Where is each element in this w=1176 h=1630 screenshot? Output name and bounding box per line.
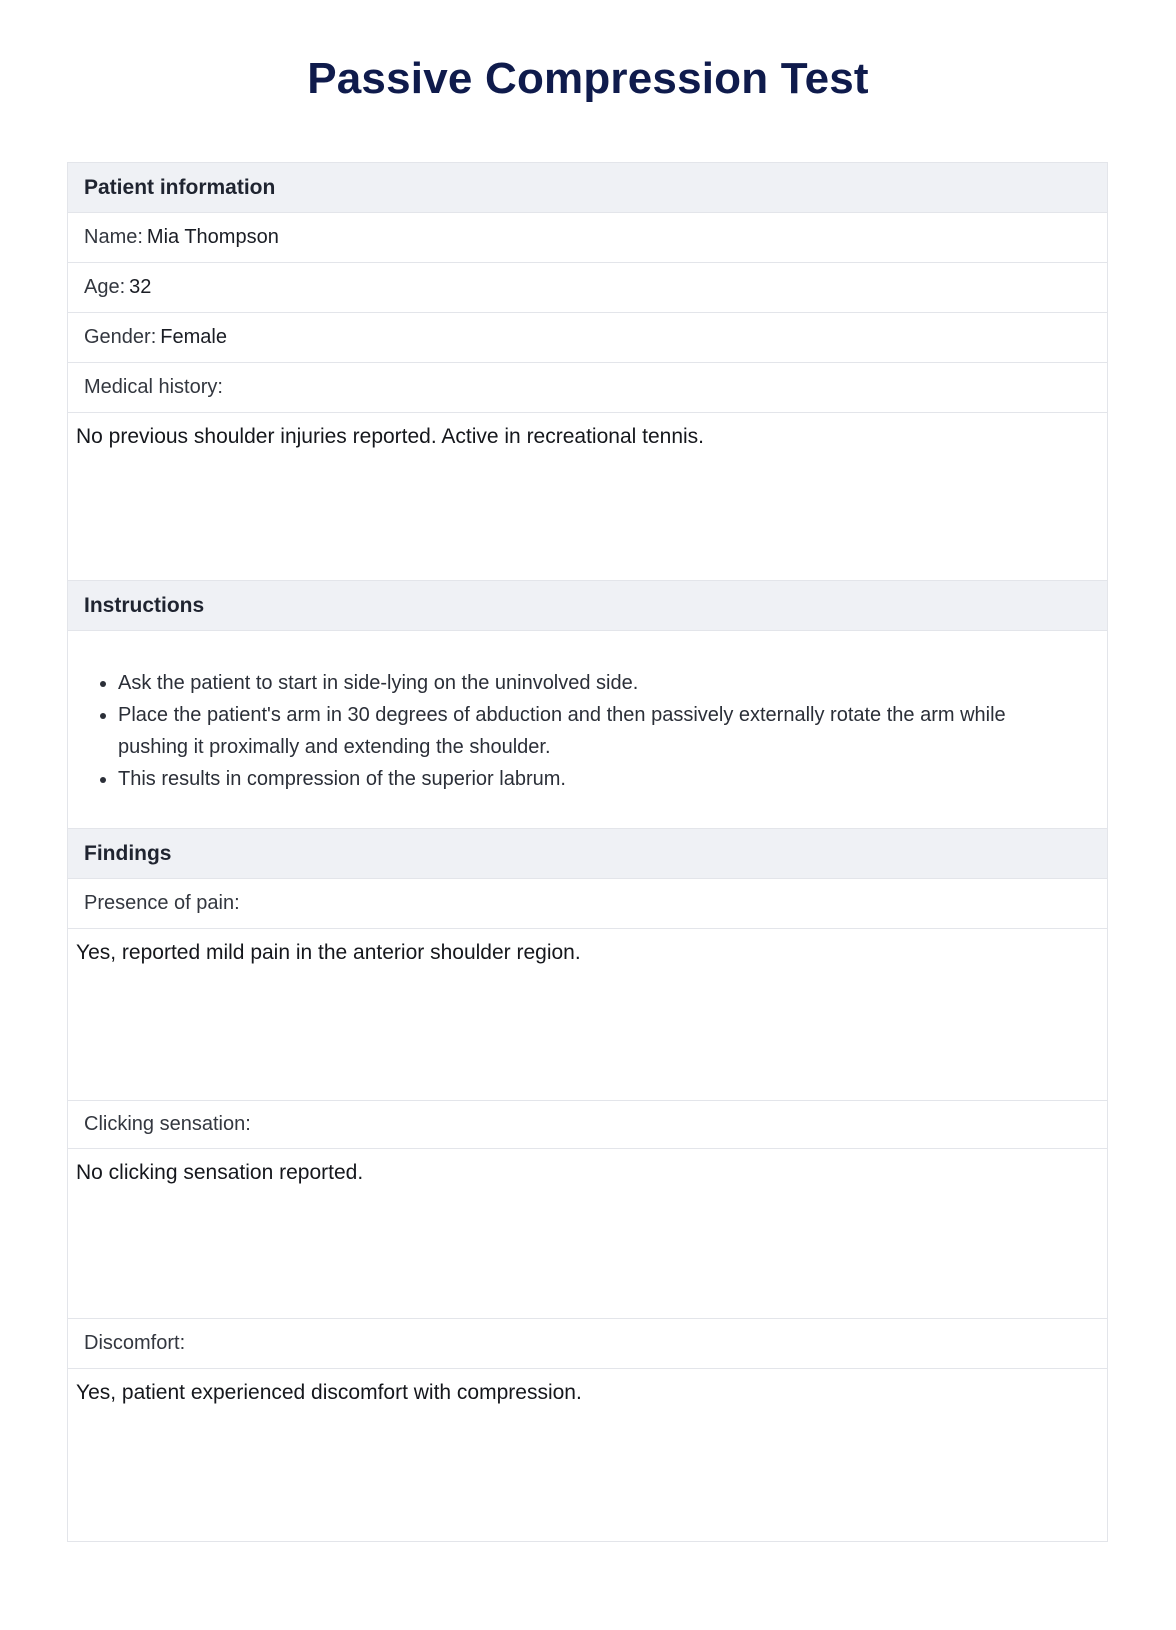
page-title: Passive Compression Test bbox=[307, 54, 869, 103]
instructions-list bbox=[68, 667, 1107, 795]
gender-row bbox=[68, 313, 1107, 363]
discomfort-field[interactable]: Yes, patient experienced discomfort with compression. bbox=[76, 1381, 582, 1404]
age-row bbox=[68, 263, 1107, 313]
assessment-form bbox=[67, 162, 1108, 1542]
medical-history-label: Medical history: bbox=[84, 376, 223, 398]
instruction-item: • This results in compression of the superior labrum. bbox=[118, 763, 1107, 795]
section-header-findings: Findings bbox=[68, 829, 1107, 879]
age-value[interactable]: 32 bbox=[129, 276, 152, 298]
gender-label: Gender: bbox=[84, 326, 157, 348]
section-header-instructions: Instructions bbox=[68, 581, 1107, 631]
medical-history-row bbox=[68, 363, 1107, 413]
discomfort-row bbox=[68, 1319, 1107, 1369]
instructions-list-container bbox=[68, 631, 1107, 829]
gender-value[interactable]: Female bbox=[160, 326, 227, 348]
clicking-row bbox=[68, 1101, 1107, 1149]
pain-row bbox=[68, 879, 1107, 929]
section-header-patient-information: Patient information bbox=[68, 163, 1107, 213]
medical-history-field[interactable]: No previous shoulder injuries reported. Active in recreational tennis. bbox=[68, 413, 1107, 581]
name-value[interactable]: Mia Thompson bbox=[146, 226, 279, 248]
instruction-item: • Place the patient's arm in 30 degrees of abduction and then passively externally rotate the arm while pushing it proximally and extending the shoulder. bbox=[118, 699, 1107, 763]
instruction-item: • Ask the patient to start in side-lying on the uninvolved side. bbox=[118, 667, 1107, 699]
age-label: Age: bbox=[84, 276, 126, 298]
name-row bbox=[68, 213, 1107, 263]
name-label: Name: bbox=[84, 226, 143, 248]
pain-field[interactable]: Yes, reported mild pain in the anterior shoulder region. bbox=[68, 929, 1107, 1101]
clicking-field[interactable]: No clicking sensation reported. bbox=[68, 1149, 1107, 1319]
discomfort-label: Discomfort: bbox=[84, 1332, 186, 1354]
clicking-label: Clicking sensation: bbox=[84, 1113, 251, 1135]
pain-label: Presence of pain: bbox=[84, 892, 240, 914]
